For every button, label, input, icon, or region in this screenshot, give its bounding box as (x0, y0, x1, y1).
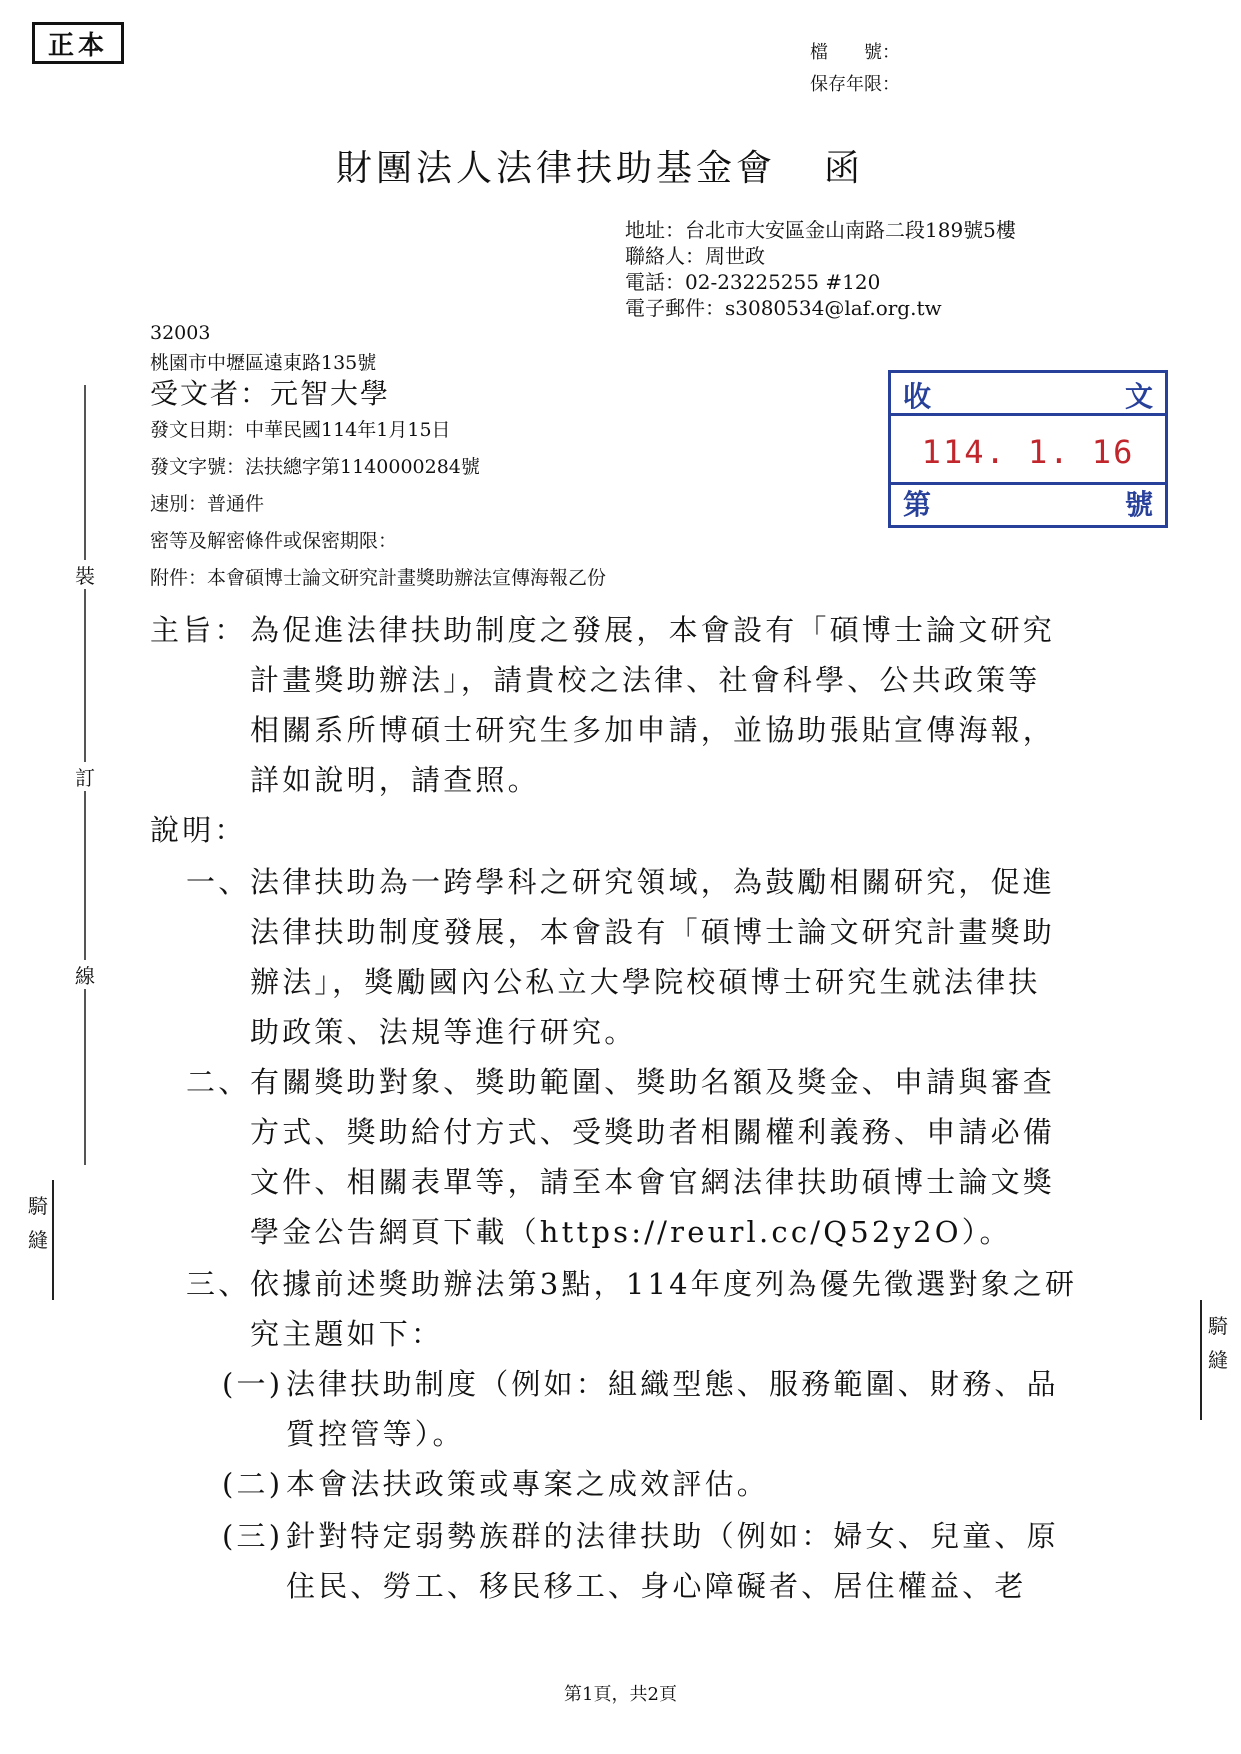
subject-line: 計畫獎助辦法」，請貴校之法律、社會科學、公共政策等 (250, 663, 1041, 697)
item-line: 法律扶助制度發展，本會設有「碩博士論文研究計畫獎助 (250, 915, 1056, 949)
binding-char-bind: 裝 (70, 560, 100, 589)
item-line: 依據前述獎助辦法第3點，114年度列為優先徵選對象之研 (250, 1267, 1078, 1301)
item-marker: 三、 (186, 1267, 251, 1301)
receipt-stamp-document-char: 文 (1124, 380, 1153, 413)
left-perforation-seal (26, 1180, 54, 1300)
item-line: 究主題如下： (250, 1317, 444, 1351)
item-line: 學金公告網頁下載（https://reurl.cc/Q52y2O）。 (250, 1215, 1012, 1249)
receipt-stamp (888, 370, 1168, 528)
sender-phone: 電話：02-23225255 #120 (625, 270, 881, 294)
organization-name: 財團法人法律扶助基金會 (335, 148, 776, 189)
item-marker: 二、 (186, 1065, 251, 1099)
recipient-postal-code: 32003 (150, 322, 211, 344)
subject-line: 相關系所博碩士研究生多加申請，並協助張貼宣傳海報， (250, 713, 1056, 747)
item-line: 法律扶助為一跨學科之研究領域，為鼓勵相關研究，促進 (250, 865, 1056, 899)
file-number-label: 檔 號： (810, 42, 900, 63)
receipt-stamp-number-prefix: 第 (903, 488, 932, 521)
subitem-line: 本會法扶政策或專案之成效評估。 (286, 1467, 770, 1501)
subitem-line: 質控管等）。 (286, 1417, 465, 1451)
recipient-address: 桃園市中壢區遠東路135號 (150, 352, 377, 374)
binding-char-staple: 訂 (70, 762, 100, 791)
dispatch-date: 發文日期：中華民國114年1月15日 (150, 419, 451, 441)
explanation-label: 說明： (150, 813, 247, 847)
item-line: 有關獎助對象、獎助範圍、獎助名額及獎金、申請與審查 (250, 1065, 1056, 1099)
page-footer: 第1頁，共2頁 (564, 1684, 677, 1705)
item-line: 文件、相關表單等，請至本會官網法律扶助碩博士論文獎 (250, 1165, 1056, 1199)
right-perforation-seal (1200, 1300, 1232, 1420)
sender-contact: 聯絡人：周世政 (625, 244, 765, 268)
item-line: 辦法」，獎勵國內公私立大學院校碩博士研究生就法律扶 (250, 965, 1041, 999)
seal-right-char-1: 騎 (1208, 1314, 1228, 1338)
subitem-marker: (三) (222, 1519, 284, 1553)
subitem-line: 法律扶助制度（例如：組織型態、服務範圍、財務、品 (286, 1367, 1059, 1401)
subitem-marker: (二) (222, 1467, 284, 1501)
seal-right-char-2: 縫 (1208, 1348, 1228, 1372)
receipt-date: 114. 1. 16 (921, 433, 1135, 471)
item-marker: 一、 (186, 865, 251, 899)
secrecy-level: 密等及解密條件或保密期限： (150, 530, 398, 552)
subject-label: 主旨： (150, 613, 247, 647)
subitem-marker: (一) (222, 1367, 284, 1401)
original-copy-stamp: 正本 (32, 22, 124, 64)
item-line: 方式、獎助給付方式、受獎助者相關權利義務、申請必備 (250, 1115, 1056, 1149)
receipt-stamp-receive-char: 收 (903, 380, 932, 413)
subject-line: 詳如說明，請查照。 (250, 763, 540, 797)
retention-period-label: 保存年限： (810, 74, 900, 95)
receipt-stamp-number-suffix: 號 (1124, 488, 1153, 521)
recipient-name: 受文者：元智大學 (150, 377, 391, 410)
sender-address: 地址：台北市大安區金山南路二段189號5樓 (625, 218, 1016, 242)
sender-email: 電子郵件：s3080534@laf.org.tw (625, 296, 942, 320)
seal-left-char-1: 騎 (28, 1194, 48, 1218)
dispatch-speed: 速別：普通件 (150, 493, 265, 515)
document-type: 函 (824, 148, 865, 189)
attachment-note: 附件：本會碩博士論文研究計畫獎助辦法宣傳海報乙份 (150, 567, 607, 589)
item-line: 助政策、法規等進行研究。 (250, 1015, 637, 1049)
subitem-line: 針對特定弱勢族群的法律扶助（例如：婦女、兒童、原 (286, 1519, 1059, 1553)
subject-line: 為促進法律扶助制度之發展，本會設有「碩博士論文研究 (250, 613, 1056, 647)
seal-left-char-2: 縫 (28, 1228, 48, 1252)
document-title (0, 140, 1000, 191)
dispatch-number: 發文字號：法扶總字第1140000284號 (150, 456, 480, 478)
subitem-line: 住民、勞工、移民移工、身心障礙者、居住權益、老 (286, 1569, 1027, 1603)
binding-char-line: 線 (70, 960, 100, 989)
